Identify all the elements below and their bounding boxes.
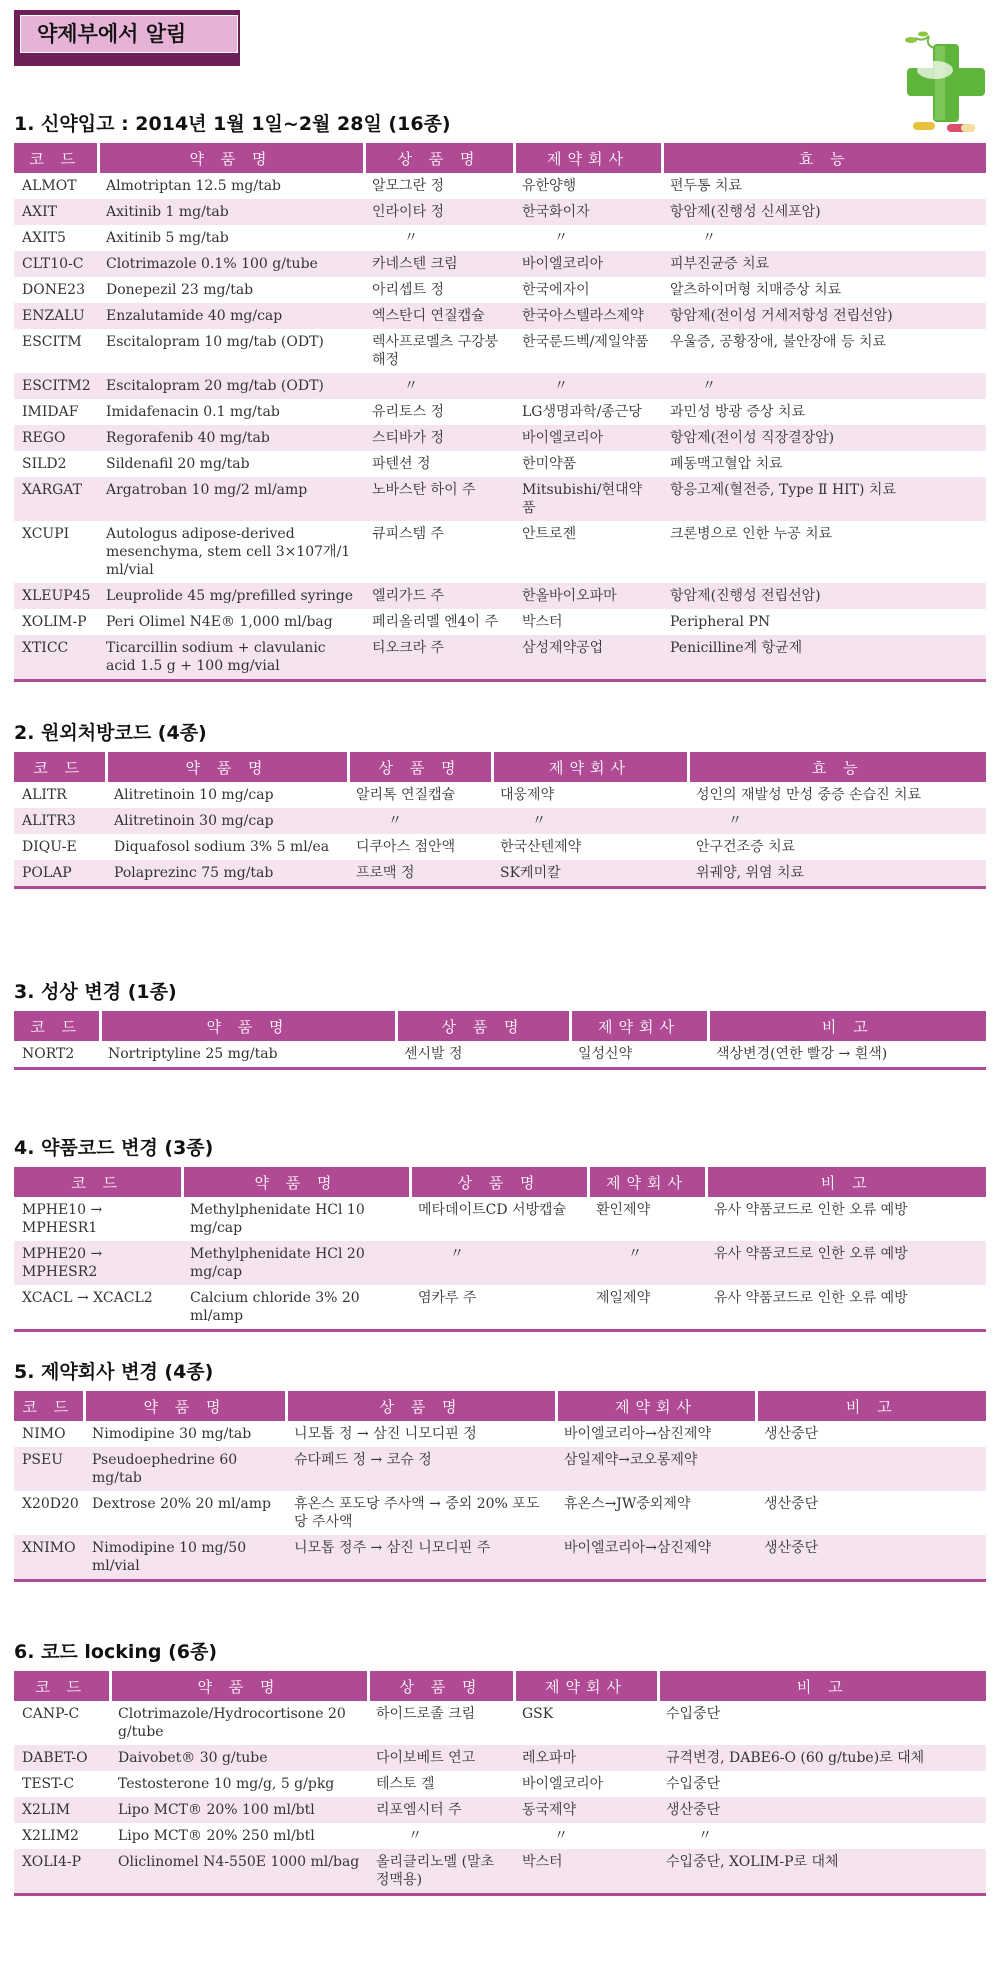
product-name-cell: 센시발 정 [396, 1041, 570, 1069]
code-cell: CANP-C [22, 1706, 80, 1722]
company-cell: 바이엘코리아→삼진제약 [556, 1535, 756, 1581]
drug-name-cell: Escitalopram 20 mg/tab (ODT) [98, 373, 364, 399]
company-cell: 한국산텐제약 [500, 839, 582, 855]
code-cell: REGO [14, 425, 98, 451]
note-cell: 과민성 방광 증상 치료 [670, 404, 806, 420]
green-cross-pharmacy-icon [895, 30, 995, 140]
appearance-change-table [14, 1011, 986, 1070]
section-3-title: 3. 성상 변경 (1종) [14, 981, 177, 1003]
drug-name-cell: Axitinib 5 mg/tab [106, 230, 229, 246]
company-cell: 한국룬드벡/제일약품 [522, 334, 649, 350]
table-row [14, 173, 986, 199]
table-row [14, 1285, 986, 1331]
note-cell: 생산중단 [764, 1426, 819, 1442]
product-name-cell: 다이보베트 연고 [368, 1745, 514, 1771]
col-header-code: 코 드 [14, 1167, 182, 1197]
note-cell: 색상변경(연한 빨강 → 흰색) [708, 1041, 986, 1069]
table-row [14, 583, 986, 609]
table-body [14, 1041, 986, 1069]
drug-name-cell: Imidafenacin 0.1 mg/tab [106, 404, 280, 420]
table-row [14, 1701, 986, 1745]
company-cell: 대웅제약 [500, 787, 555, 803]
note-cell: 안구건조증 치료 [696, 839, 796, 855]
product-name-cell: 휴온스 포도당 주사액 → 중외 20% 포도당 주사액 [294, 1496, 540, 1530]
product-name-cell: 디쿠아스 점안액 [356, 839, 456, 855]
note-cell: 수입중단 [666, 1706, 721, 1722]
table-row [14, 1535, 986, 1581]
table-row [14, 399, 986, 425]
product-name-cell: 〃 [408, 1828, 422, 1844]
company-cell: 안트로젠 [522, 526, 577, 542]
note-cell [756, 1447, 986, 1491]
code-cell: PSEU [14, 1447, 84, 1491]
company-cell: 삼일제약→코오롱제약 [556, 1447, 756, 1491]
col-header-drug: 약 품 명 [84, 1391, 286, 1421]
company-cell: 〃 [554, 230, 568, 246]
drug-name-cell: Donepezil 23 mg/tab [106, 282, 254, 298]
code-cell: XCACL → XCACL2 [14, 1285, 182, 1331]
product-name-cell: 프로맥 정 [348, 860, 492, 888]
table-row [14, 1241, 986, 1285]
col-header-product: 상 품 명 [348, 752, 492, 782]
col-header-remark: 비 고 [706, 1167, 986, 1197]
product-name-cell: 〃 [348, 808, 492, 834]
code-cell: NIMO [22, 1426, 66, 1442]
company-cell: 일성신약 [570, 1041, 708, 1069]
col-header-company: 제약회사 [514, 1671, 658, 1701]
table-row [14, 425, 986, 451]
table-row [14, 1197, 986, 1241]
note-cell: 알츠하이머형 치매증상 치료 [670, 282, 842, 298]
code-cell: NORT2 [14, 1041, 100, 1069]
product-name-cell: 〃 [364, 373, 514, 399]
code-cell: DIQU-E [22, 839, 77, 855]
drug-name-cell: Clotrimazole/Hydrocortisone 20 g/tube [118, 1706, 346, 1740]
product-name-cell: 스티바가 정 [364, 425, 514, 451]
company-cell: 바이엘코리아→삼진제약 [564, 1426, 711, 1442]
col-header-drug: 약 품 명 [110, 1671, 368, 1701]
code-cell: ESCITM [22, 334, 82, 350]
table-row [14, 277, 986, 303]
table-body [14, 782, 986, 888]
note-cell: 피부진균증 치료 [662, 251, 986, 277]
drug-name-cell: Lipo MCT® 20% 250 ml/btl [118, 1828, 315, 1844]
product-name-cell: 유리토스 정 [372, 404, 445, 420]
table-header-row [14, 1391, 986, 1421]
drug-name-cell: Alitretinoin 30 mg/cap [106, 808, 348, 834]
section-5-title: 5. 제약회사 변경 (4종) [14, 1361, 214, 1383]
code-cell: X2LIM2 [22, 1828, 79, 1844]
code-locking-table [14, 1671, 986, 1896]
company-cell: 박스터 [514, 1849, 658, 1895]
company-cell: 〃 [588, 1241, 706, 1285]
code-cell: AXIT [14, 199, 98, 225]
table-row [14, 1849, 986, 1895]
section-4-title: 4. 약품코드 변경 (3종) [14, 1137, 214, 1159]
table-row [14, 808, 986, 834]
code-cell: AXIT5 [22, 230, 66, 246]
note-cell: 유사 약품코드로 인한 오류 예방 [714, 1202, 908, 1218]
product-name-cell: 인라이타 정 [364, 199, 514, 225]
code-cell: IMIDAF [22, 404, 79, 420]
code-cell: XARGAT [14, 477, 98, 521]
company-cell: 바이엘코리아 [522, 1776, 604, 1792]
code-cell: SILD2 [22, 456, 67, 472]
table-row [14, 1491, 986, 1535]
product-name-cell: 엑스탄디 연질캡슐 [364, 303, 514, 329]
product-name-cell: 올리클리노멜 (말초정맥용) [368, 1849, 514, 1895]
product-name-cell: 카네스텐 크림 [364, 251, 514, 277]
col-header-company: 제약회사 [588, 1167, 706, 1197]
col-header-drug: 약 품 명 [182, 1167, 410, 1197]
outpatient-codes-table [14, 752, 986, 889]
code-cell: X20D20 [22, 1496, 79, 1512]
col-header-remark: 비 고 [658, 1671, 986, 1701]
note-cell: Penicilline계 항균제 [662, 635, 986, 681]
product-name-cell: 하이드로졸 크림 [376, 1706, 476, 1722]
note-cell: 규격변경, DABE6-O (60 g/tube)로 대체 [658, 1745, 986, 1771]
company-cell: 삼성제약공업 [514, 635, 662, 681]
company-cell: 제일제약 [588, 1285, 706, 1331]
note-cell: 수입중단, XOLIM-P로 대체 [658, 1849, 986, 1895]
drug-name-cell: Peri Olimel N4E® 1,000 ml/bag [106, 614, 333, 630]
col-header-remark: 비 고 [708, 1011, 986, 1041]
code-cell: DABET-O [14, 1745, 110, 1771]
col-header-company: 제약회사 [570, 1011, 708, 1041]
note-cell: 항암제(전이성 직장결장암) [662, 425, 986, 451]
product-name-cell: 렉사프로멜츠 구강붕해정 [372, 334, 499, 368]
note-cell: 성인의 재발성 만성 중증 손습진 치료 [696, 787, 922, 803]
table-body [14, 1197, 986, 1331]
code-cell: ALMOT [22, 178, 77, 194]
product-name-cell: 〃 [410, 1241, 588, 1285]
code-cell: XTICC [14, 635, 98, 681]
drug-name-cell: Nortriptyline 25 mg/tab [100, 1041, 396, 1069]
table-row [14, 860, 986, 888]
section-1-title: 1. 신약입고 : 2014년 1월 1일~2월 28일 (16종) [14, 113, 451, 135]
table-row [14, 225, 986, 251]
drug-name-cell: Ticarcillin sodium + clavulanic acid 1.5 g + 100 mg/vial [98, 635, 364, 681]
table-row [14, 477, 986, 521]
code-cell: XCUPI [22, 526, 70, 542]
table-row [14, 1421, 986, 1447]
note-cell: 〃 [698, 1828, 712, 1844]
company-cell: 한국화이자 [514, 199, 662, 225]
company-cell: 〃 [554, 1828, 568, 1844]
col-header-drug: 약 품 명 [106, 752, 348, 782]
table-header-row [14, 1167, 986, 1197]
section-6-title: 6. 코드 locking (6종) [14, 1641, 218, 1663]
note-cell: 〃 [702, 230, 716, 246]
product-name-cell: 티오크라 주 [364, 635, 514, 681]
company-cell: 휴온스→JW중외제약 [564, 1496, 691, 1512]
table-row [14, 521, 986, 583]
col-header-product: 상 품 명 [364, 143, 514, 173]
drug-name-cell: Argatroban 10 mg/2 ml/amp [98, 477, 364, 521]
product-name-cell: 큐피스템 주 [372, 526, 445, 542]
table-body [14, 1421, 986, 1581]
company-cell: SK케미칼 [492, 860, 688, 888]
table-body [14, 1701, 986, 1895]
col-header-effect: 효 능 [662, 143, 986, 173]
company-cell: 박스터 [522, 614, 563, 630]
company-cell: 바이엘코리아 [514, 251, 662, 277]
drug-name-cell: Axitinib 1 mg/tab [98, 199, 364, 225]
company-cell: 한올바이오파마 [514, 583, 662, 609]
company-cell: GSK [522, 1706, 554, 1722]
code-cell: POLAP [14, 860, 106, 888]
table-row [14, 782, 986, 808]
product-name-cell: 엘리가드 주 [364, 583, 514, 609]
col-header-product: 상 품 명 [396, 1011, 570, 1041]
drug-name-cell: Daivobet® 30 g/tube [110, 1745, 368, 1771]
code-cell: XOLI4-P [14, 1849, 110, 1895]
note-cell: 편두통 치료 [670, 178, 743, 194]
note-cell: 항암제(전이성 거세저항성 전립선암) [662, 303, 986, 329]
product-name-cell: 테스토 겔 [376, 1776, 435, 1792]
product-name-cell: 알리톡 연질캡슐 [356, 787, 456, 803]
note-cell: 우울증, 공황장애, 불안장애 등 치료 [670, 334, 887, 350]
manufacturer-change-table [14, 1391, 986, 1582]
col-header-code: 코 드 [14, 1391, 84, 1421]
table-header-row [14, 752, 986, 782]
col-header-remark: 비 고 [756, 1391, 986, 1421]
product-name-cell: 알모그란 정 [372, 178, 445, 194]
code-cell: ENZALU [14, 303, 98, 329]
company-cell: Mitsubishi/현대약품 [514, 477, 662, 521]
drug-name-cell: Autologus adipose-derived mesenchyma, stem cell 3×107개/1 ml/vial [106, 526, 351, 578]
code-cell: DONE23 [22, 282, 85, 298]
col-header-product: 상 품 명 [410, 1167, 588, 1197]
note-cell: 생산중단 [756, 1535, 986, 1581]
drug-name-cell: Sildenafil 20 mg/tab [106, 456, 250, 472]
drug-name-cell: Regorafenib 40 mg/tab [98, 425, 364, 451]
col-header-drug: 약 품 명 [98, 143, 364, 173]
note-cell: 항암제(진행성 전립선암) [662, 583, 986, 609]
product-name-cell: 페리올리멜 엔4이 주 [372, 614, 498, 630]
drug-name-cell: Testosterone 10 mg/g, 5 g/pkg [118, 1776, 335, 1792]
col-header-code: 코 드 [14, 143, 98, 173]
notice-title-box [14, 10, 240, 66]
col-header-code: 코 드 [14, 1011, 100, 1041]
drug-name-cell: Dextrose 20% 20 ml/amp [92, 1496, 271, 1512]
drug-name-cell: Almotriptan 12.5 mg/tab [106, 178, 281, 194]
col-header-effect: 효 능 [688, 752, 986, 782]
col-header-company: 제약회사 [514, 143, 662, 173]
company-cell: 한국아스텔라스제약 [514, 303, 662, 329]
company-cell: 〃 [492, 808, 688, 834]
note-cell: 항응고제(혈전증, Type Ⅱ HIT) 치료 [662, 477, 986, 521]
company-cell: 한미약품 [522, 456, 577, 472]
product-name-cell: 아리셉트 정 [372, 282, 445, 298]
note-cell: 생산중단 [764, 1496, 819, 1512]
table-row [14, 635, 986, 681]
product-name-cell: 〃 [404, 230, 418, 246]
company-cell: 레오파마 [514, 1745, 658, 1771]
note-cell: 유사 약품코드로 인한 오류 예방 [706, 1285, 986, 1331]
table-row [14, 251, 986, 277]
col-header-product: 상 품 명 [286, 1391, 556, 1421]
drug-name-cell: Calcium chloride 3% 20 ml/amp [182, 1285, 410, 1331]
table-row [14, 609, 986, 635]
col-header-company: 제약회사 [492, 752, 688, 782]
table-header-row [14, 1671, 986, 1701]
table-row [14, 451, 986, 477]
note-cell: 〃 [688, 808, 986, 834]
table-row [14, 1447, 986, 1491]
product-name-cell: 리포엠시터 주 [368, 1797, 514, 1823]
note-cell: 위궤양, 위염 치료 [688, 860, 986, 888]
note-cell: 유사 약품코드로 인한 오류 예방 [706, 1241, 986, 1285]
new-drugs-table [14, 143, 986, 682]
notice-title: 약제부에서 알림 [20, 15, 238, 53]
code-cell: ESCITM2 [14, 373, 98, 399]
code-cell: X2LIM [14, 1797, 110, 1823]
note-cell: 크론병으로 인한 누공 치료 [670, 526, 833, 542]
drug-name-cell: Alitretinoin 10 mg/cap [114, 787, 274, 803]
code-cell: ALITR [22, 787, 67, 803]
table-row [14, 303, 986, 329]
table-row [14, 1797, 986, 1823]
note-cell: Peripheral PN [670, 614, 771, 630]
company-cell: 한국에자이 [522, 282, 590, 298]
table-row [14, 1823, 986, 1849]
col-header-drug: 약 품 명 [100, 1011, 396, 1041]
product-name-cell: 염카루 주 [410, 1285, 588, 1331]
drug-name-cell: Methylphenidate HCl 20 mg/cap [182, 1241, 410, 1285]
drug-name-cell: Leuprolide 45 mg/prefilled syringe [98, 583, 364, 609]
product-name-cell: 니모톱 정주 → 삼진 니모디핀 주 [286, 1535, 556, 1581]
col-header-company: 제약회사 [556, 1391, 756, 1421]
code-cell: MPHE10 → MPHESR1 [22, 1202, 103, 1236]
drug-name-cell: Clotrimazole 0.1% 100 g/tube [98, 251, 364, 277]
company-cell: 유한양행 [522, 178, 577, 194]
table-row [14, 329, 986, 373]
col-header-code: 코 드 [14, 752, 106, 782]
note-cell: 항암제(진행성 신세포암) [662, 199, 986, 225]
note-cell: 생산중단 [658, 1797, 986, 1823]
company-cell: LG생명과학/종근당 [522, 404, 642, 420]
drug-name-cell: Diquafosol sodium 3% 5 ml/ea [114, 839, 330, 855]
product-name-cell: 파텐션 정 [372, 456, 431, 472]
product-name-cell: 메타데이트CD 서방캡슐 [418, 1202, 567, 1218]
code-cell: CLT10-C [14, 251, 98, 277]
drug-name-cell: Lipo MCT® 20% 100 ml/btl [110, 1797, 368, 1823]
product-name-cell: 니모톱 정 → 삼진 니모디핀 정 [294, 1426, 477, 1442]
drug-name-cell: Escitalopram 10 mg/tab (ODT) [106, 334, 324, 350]
table-row [14, 1771, 986, 1797]
company-cell: 바이엘코리아 [514, 425, 662, 451]
note-cell: 수입중단 [666, 1776, 721, 1792]
code-cell: XOLIM-P [22, 614, 87, 630]
drug-name-cell: Pseudoephedrine 60 mg/tab [84, 1447, 286, 1491]
code-cell: MPHE20 → MPHESR2 [14, 1241, 182, 1285]
table-row [14, 199, 986, 225]
section-2-title: 2. 원외처방코드 (4종) [14, 722, 207, 744]
drug-name-cell: Polaprezinc 75 mg/tab [106, 860, 348, 888]
table-header-row [14, 1011, 986, 1041]
product-name-cell: 슈다페드 정 → 코슈 정 [286, 1447, 556, 1491]
code-cell: XNIMO [14, 1535, 84, 1581]
company-cell: 〃 [514, 373, 662, 399]
table-body [14, 173, 986, 681]
col-header-product: 상 품 명 [368, 1671, 514, 1701]
table-row [14, 834, 986, 860]
note-cell: 폐동맥고혈압 치료 [670, 456, 783, 472]
table-row [14, 1745, 986, 1771]
code-cell: TEST-C [22, 1776, 75, 1792]
table-row [14, 373, 986, 399]
note-cell: 〃 [662, 373, 986, 399]
drug-name-cell: Nimodipine 10 mg/50 ml/vial [84, 1535, 286, 1581]
drug-name-cell: Methylphenidate HCl 10 mg/cap [190, 1202, 365, 1236]
code-cell: ALITR3 [14, 808, 106, 834]
table-header-row [14, 143, 986, 173]
drug-name-cell: Nimodipine 30 mg/tab [92, 1426, 252, 1442]
company-cell: 동국제약 [514, 1797, 658, 1823]
product-name-cell: 노바스탄 하이 주 [364, 477, 514, 521]
company-cell: 환인제약 [596, 1202, 651, 1218]
col-header-code: 코 드 [14, 1671, 110, 1701]
drug-name-cell: Oliclinomel N4-550E 1000 ml/bag [110, 1849, 368, 1895]
code-change-table [14, 1167, 986, 1332]
code-cell: XLEUP45 [14, 583, 98, 609]
drug-name-cell: Enzalutamide 40 mg/cap [98, 303, 364, 329]
table-row [14, 1041, 986, 1069]
